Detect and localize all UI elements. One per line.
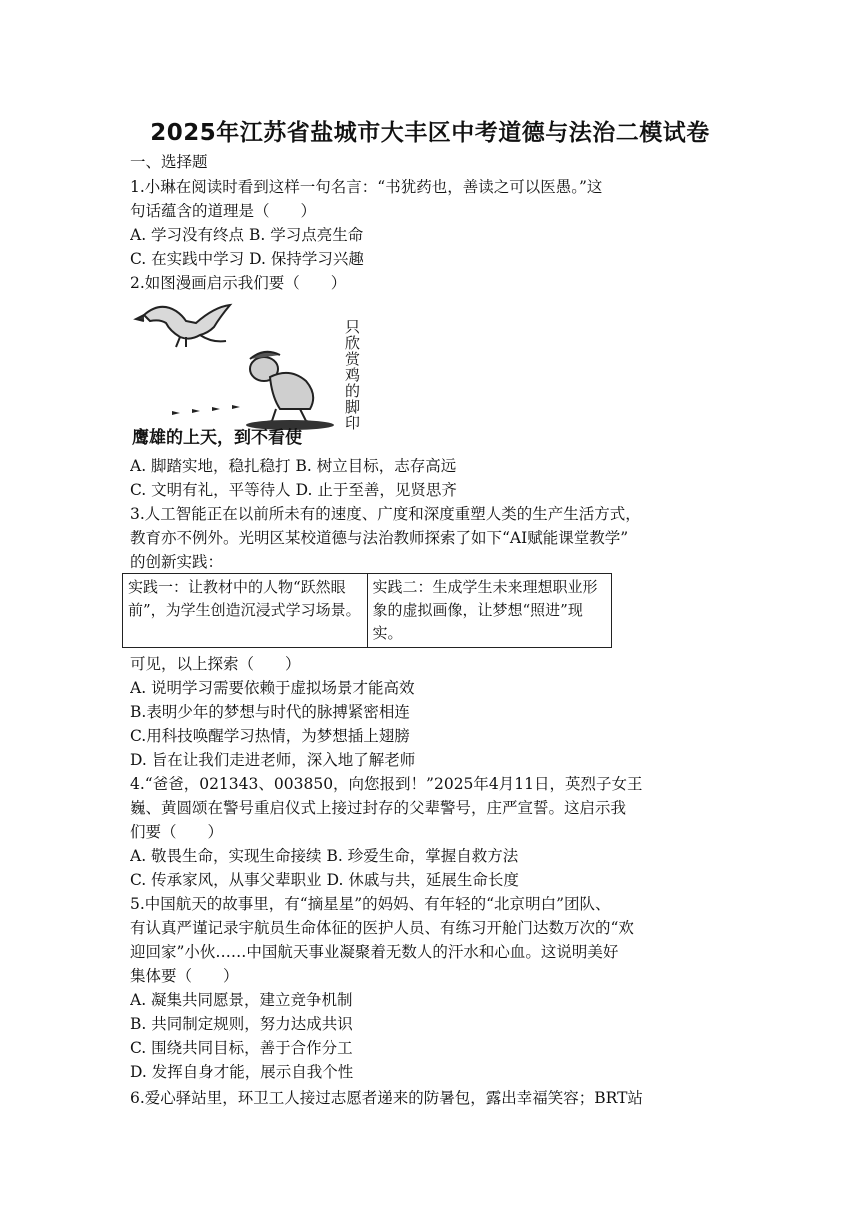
footprint-marks — [172, 405, 240, 415]
question-1-options-ab: A. 学习没有终点 B. 学习点亮生命 — [130, 226, 364, 244]
question-4-stem-cont2: 们要（ ） — [130, 823, 224, 841]
practice-1-cell: 实践一：让教材中的人物“跃然眼前”，为学生创造沉浸式学习场景。 — [123, 574, 368, 648]
question-4-stem: 4.“爸爸，021343、003850，向您报到！”2025年4月11日，英烈子女王 — [130, 775, 643, 793]
question-4-options-cd: C. 传承家风，从事父辈职业 D. 休戚与共，延展生命长度 — [130, 871, 519, 889]
question-5-stem-cont3: 集体要（ ） — [130, 967, 239, 985]
question-4-options-ab: A. 敬畏生命，实现生命接续 B. 珍爱生命，掌握自救方法 — [130, 847, 519, 865]
question-3-option-a: A. 说明学习需要依赖于虚拟场景才能高效 — [130, 679, 415, 697]
question-1-options-cd: C. 在实践中学习 D. 保持学习兴趣 — [130, 250, 364, 268]
practice-row — [123, 574, 612, 648]
practice-table — [122, 573, 612, 648]
section-heading: 一、选择题 — [130, 153, 208, 171]
question-5-stem-cont: 有认真严谨记录宇航员生命体征的医护人员、有练习开舱门达数万次的“欢 — [130, 919, 634, 937]
question-3-stem: 3.人工智能正在以前所未有的速度、广度和深度重塑人类的生产生活方式， — [130, 505, 641, 523]
question-4-stem-cont: 巍、黄圆颂在警号重启仪式上接过封存的父辈警号，庄严宣誓。这启示我 — [130, 799, 627, 817]
cartoon-caption-right: 只欣赏鸡的脚印 — [343, 319, 361, 431]
question-2-options-ab: A. 脚踏实地，稳扎稳打 B. 树立目标，志存高远 — [130, 457, 457, 475]
question-3-stem-cont2: 的创新实践： — [130, 553, 224, 571]
eagle-drawing — [136, 305, 230, 347]
question-3-stem-cont: 教育亦不例外。光明区某校道德与法治教师探索了如下“AI赋能课堂教学” — [130, 529, 629, 547]
cartoon-image — [130, 297, 370, 449]
question-5-stem: 5.中国航天的故事里，有“摘星星”的妈妈、有年轻的“北京明白”团队、 — [130, 895, 611, 913]
question-5-stem-cont2: 迎回家”小伙……中国航天事业凝聚着无数人的汗水和心血。这说明美好 — [130, 943, 619, 961]
question-1-stem-cont: 句话蕴含的道理是（ ） — [130, 202, 317, 220]
cartoon-caption-bottom: 鹰雄的上天，到不看使 — [132, 428, 302, 448]
question-3-stem-after: 可见，以上探索（ ） — [130, 655, 301, 673]
person-drawing — [246, 352, 334, 430]
question-3-option-d: D. 旨在让我们走进老师，深入地了解老师 — [130, 751, 416, 769]
question-5-option-a: A. 凝集共同愿景，建立竞争机制 — [130, 991, 353, 1009]
question-3-option-b: B.表明少年的梦想与时代的脉搏紧密相连 — [130, 703, 410, 721]
question-1-stem: 1.小琳在阅读时看到这样一句名言：“书犹药也，善读之可以医愚。”这 — [130, 178, 603, 196]
question-5-option-d: D. 发挥自身才能，展示自我个性 — [130, 1063, 354, 1081]
question-3-option-c: C.用科技唤醒学习热情，为梦想插上翅膀 — [130, 727, 410, 745]
question-2-options-cd: C. 文明有礼，平等待人 D. 止于至善，见贤思齐 — [130, 481, 457, 499]
question-5-option-c: C. 围绕共同目标，善于合作分工 — [130, 1039, 353, 1057]
question-2-stem: 2.如图漫画启示我们要（ ） — [130, 274, 347, 292]
page-title: 2025年江苏省盐城市大丰区中考道德与法治二模试卷 — [150, 120, 710, 146]
question-6-stem: 6.爱心驿站里，环卫工人接过志愿者递来的防暑包，露出幸福笑容；BRT站 — [130, 1089, 643, 1107]
question-5-option-b: B. 共同制定规则，努力达成共识 — [130, 1015, 353, 1033]
practice-2-cell: 实践二：生成学生未来理想职业形象的虚拟画像，让梦想“照进”现实。 — [367, 574, 612, 648]
